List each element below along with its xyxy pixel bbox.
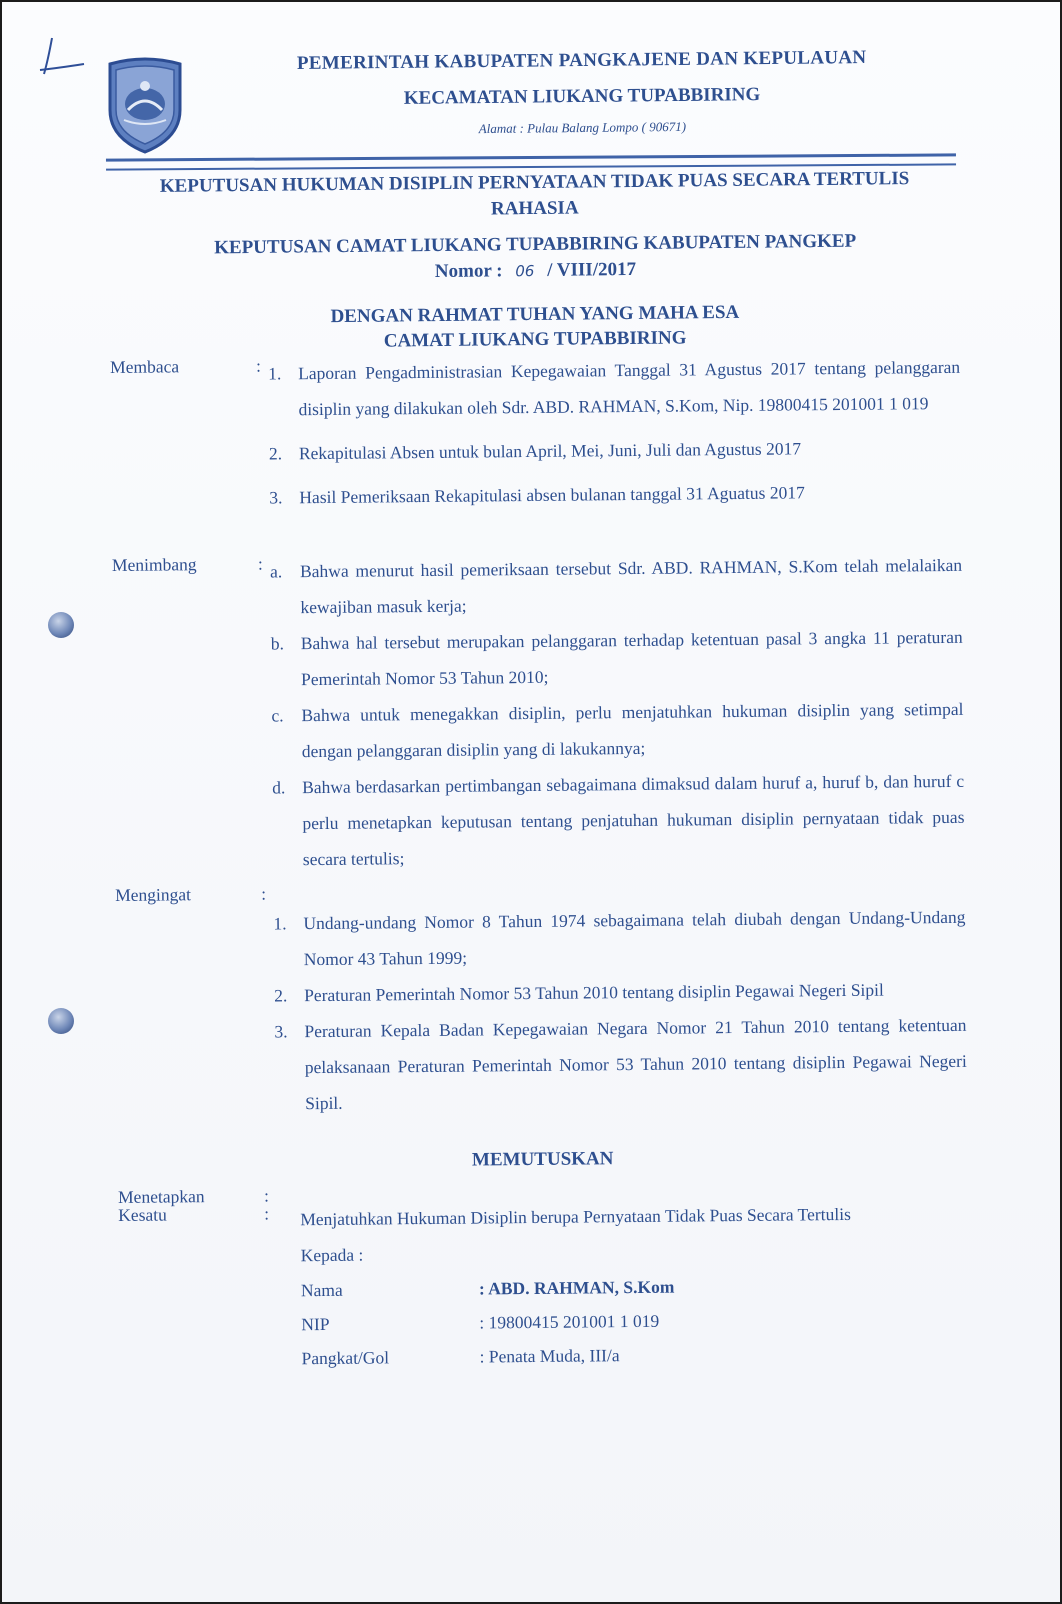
decree-issuer: KEPUTUSAN CAMAT LIUKANG TUPABBIRING KABUPATEN PANGKEP xyxy=(214,230,857,259)
kesatu-text: Menjatuhkan Hukuman Disiplin berupa Pernyataan Tidak Puas Secara Tertulis Kepada : xyxy=(300,1203,851,1266)
section-label: Mengingat xyxy=(115,884,192,905)
invocation-line1: DENGAN RAHMAT TUHAN YANG MAHA ESA xyxy=(330,301,740,328)
list-item: a. Bahwa menurut hasil pemeriksaan tersebut Sdr. ABD. RAHMAN, S.Kom telah melalaikan kewajiban masuk kerja; xyxy=(269,554,963,618)
invocation-line2: CAMAT LIUKANG TUPABBIRING xyxy=(383,327,687,352)
info-row-nip: NIP : 19800415 201001 1 019 xyxy=(301,1310,660,1335)
punch-hole xyxy=(48,1008,74,1034)
section-colon: : xyxy=(255,355,262,376)
list-item: 2. Rekapitulasi Absen untuk bulan April, Mei, Juni, Juli dan Agustus 2017 xyxy=(268,438,802,464)
menetapkan-label: Menetapkan xyxy=(117,1186,205,1207)
decision-heading: MEMUTUSKAN xyxy=(471,1148,614,1171)
list-item: b. Bahwa hal tersebut merupakan pelanggaran terhadap ketentuan pasal 3 angka 11 peraturan Pemerintah Nomor 53 Tahun 2010; xyxy=(270,626,963,690)
list-item: 2. Peraturan Pemerintah Nomor 53 Tahun 2010 tentang disiplin Pegawai Negeri Sipil xyxy=(274,979,884,1006)
decree-number-value: 06 xyxy=(515,262,535,281)
section-colon: : xyxy=(264,1203,270,1224)
decree-classification: RAHASIA xyxy=(490,197,579,220)
section-kesatu xyxy=(118,1195,970,1377)
list-item: 1. Laporan Pengadministrasian Kepegawaian Tanggal 31 Agustus 2017 tentang pelanggaran disiplin yang dilakukan oleh Sdr. ABD. RAHMAN, S.Kom, Nip. 19800415 201001 1 019 xyxy=(268,356,961,420)
invocation xyxy=(110,298,960,357)
regency-emblem-icon xyxy=(102,54,188,154)
letterhead-district: KECAMATAN LIUKANG TUPABBIRING xyxy=(403,84,761,109)
list-item: 1. Undang-undang Nomor 8 Tahun 1974 sebagaimana telah diubah dengan Undang-Undang Nomor 43 Tahun 1999; xyxy=(273,906,966,970)
punch-hole xyxy=(48,612,74,638)
section-label: Menimbang xyxy=(111,554,197,575)
kesatu-label: Kesatu xyxy=(118,1204,167,1225)
list-item: 3. Hasil Pemeriksaan Rekapitulasi absen bulanan tanggal 31 Aguatus 2017 xyxy=(269,482,805,508)
decree-title-line1: KEPUTUSAN HUKUMAN DISIPLIN PERNYATAAN TIDAK PUAS SECARA TERTULIS xyxy=(159,168,910,197)
letterhead-government: PEMERINTAH KABUPATEN PANGKAJENE DAN KEPULAUAN xyxy=(296,47,867,74)
section-colon: : xyxy=(261,883,267,904)
section-label: Membaca xyxy=(110,356,180,377)
decree-title xyxy=(109,166,960,289)
handwritten-mark xyxy=(32,30,92,90)
section-menimbang xyxy=(112,547,965,879)
list-item: d. Bahwa berdasarkan pertimbangan sebagaimana dimaksud dalam huruf a, huruf b, dan huruf c perlu menetapkan keputusan tentang penjatuhan hukuman disiplin pernyataan tidak puas secara tertulis; xyxy=(272,770,965,870)
list-item: c. Bahwa untuk menegakkan disiplin, perlu menjatuhkan hukuman disiplin yang setimpal dengan pelanggaran disiplin yang di lakukannya; xyxy=(271,698,964,762)
info-row-pangkat: Pangkat/Gol : Penata Muda, III/a xyxy=(301,1345,620,1369)
letterhead-address: Alamat : Pulau Balang Lompo ( 90671) xyxy=(478,118,687,137)
info-row-nama: Nama : ABD. RAHMAN, S.Kom xyxy=(300,1276,675,1301)
section-colon: : xyxy=(263,1185,270,1206)
section-membaca xyxy=(110,349,961,517)
list-item: 3. Peraturan Kepala Badan Kepegawaian Negara Nomor 21 Tahun 2010 tentang ketentuan pelaksanaan Peraturan Pemerintah Nomor 53 Tahun 2010 tentang disiplin Pegawai Negeri Sipil. xyxy=(274,1014,967,1114)
letterhead xyxy=(202,46,963,140)
decree-number-suffix: / VIII/2017 xyxy=(547,258,637,281)
decree-body xyxy=(110,349,970,1377)
decree-number-label: Nomor : xyxy=(434,260,503,283)
section-mengingat xyxy=(115,877,967,1123)
section-colon: : xyxy=(257,553,263,574)
